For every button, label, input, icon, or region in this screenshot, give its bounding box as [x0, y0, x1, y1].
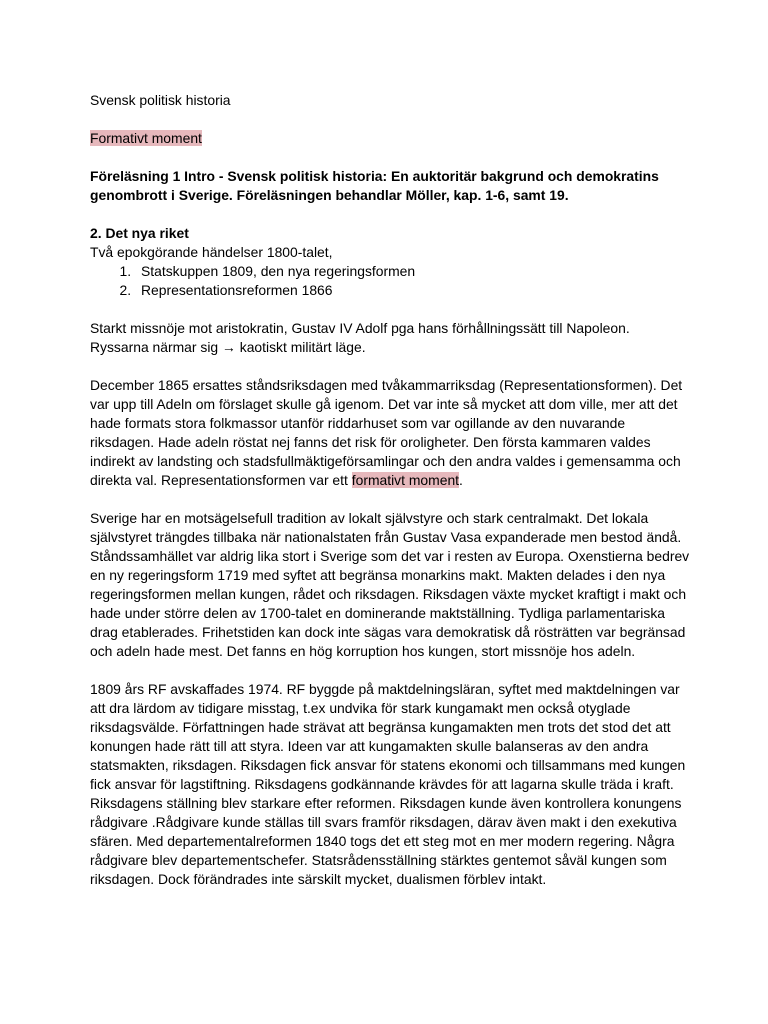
section-label-line: [90, 129, 690, 148]
paragraph-2-end: .: [459, 472, 463, 488]
spacer: [90, 490, 690, 509]
document-page: [90, 91, 690, 889]
lecture-heading: Föreläsning 1 Intro - Svensk politisk historia: En auktoritär bakgrund och demokratins genombrott i Sverige. Föreläsningen behandlar Möller, kap. 1-6, samt 19.: [90, 168, 659, 203]
document-title: Svensk politisk historia: [90, 92, 231, 108]
highlighted-phrase: formativt moment: [351, 472, 460, 488]
highlighted-section-label: Formativt moment: [90, 130, 202, 146]
event-list: [90, 262, 690, 300]
section-heading: 2. Det nya riket: [90, 225, 189, 241]
paragraph-4: 1809 års RF avskaffades 1974. RF byggde på maktdelningsläran, syftet med maktdelningen var att dra lärdom av tidigare misstag, t.ex undvika för stark kungamakt men också otyglade riksdagsvälde. Författningen hade strävat att begränsa kungamakten men trots det stod det att konungen hade rätt till att styra. Ideen var att kungamakten skulle balanseras av den andra statsmakten, riksdagen. Riksdagen fick ansvar för statens ekonomi och tillsammans med kungen fick ansvar för lagstiftning. Riksdagens godkännande krävdes för att lagarna skulle träda i kraft. Riksdagens ställning blev starkare efter reformen. Riksdagen kunde även kontrollera konungens rådgivare .Rådgivare kunde ställas till svars framför riksdagen, därav även makt i den exekutiva sfären. Med departementalreformen 1840 togs det ett steg mot en mer modern regering. Några rådgivare blev departementschefer. Statsrådensställning stärktes gentemot såväl kungen som riksdagen. Dock förändrades inte särskilt mycket, dualismen förblev intakt.: [90, 681, 686, 887]
spacer: [90, 205, 690, 224]
spacer: [90, 357, 690, 376]
list-item: 1. Statskuppen 1809, den nya regeringsformen: [135, 262, 690, 281]
spacer: [90, 148, 690, 167]
spacer: [90, 110, 690, 129]
paragraph-3: Sverige har en motsägelsefull tradition av lokalt självstyre och stark centralmakt. Det lokala självstyret trängdes tillbaka när nationalstaten från Gustav Vasa expanderade men bestod ändå. Ståndssamhället var aldrig lika stort i Sverige som det var i resten av Europa. Oxenstierna bedrev en ny regeringsform 1719 med syftet att begränsa monarkins makt. Makten delades i den nya regeringsformen mellan kungen, rådet och riksdagen. Riksdagen växte mycket kraftigt i makt och hade under större delen av 1700-talet en dominerande maktställning. Tydliga parlamentariska drag etablerades. Frihetstiden kan dock inte sägas vara demokratisk då rösträtten var begränsad och adeln hade mest. Det fanns en hög korruption hos kungen, stort missnöje hos adeln.: [90, 510, 690, 659]
paragraph-2: [90, 376, 690, 490]
section-intro: Två epokgörande händelser 1800-talet,: [90, 244, 333, 260]
paragraph-1: Starkt missnöje mot aristokratin, Gustav IV Adolf pga hans förhållningssätt till Napoleon. Ryssarna närmar sig → kaotiskt militärt läge.: [90, 320, 630, 355]
spacer: [90, 300, 690, 319]
paragraph-2-text: December 1865 ersattes ståndsriksdagen med tvåkammarriksdag (Representationsformen). Det var upp till Adeln om förslaget skulle gå igenom. Det var inte så mycket att dom ville, mer att det hade formats stora folkmassor utanför riddarhuset som var ogillande av den nuvarande riksdagen. Hade adeln röstat nej fanns det risk för oroligheter. Den första kammaren valdes indirekt av landsting och stadsfullmäktigeförsamlingar och den andra valdes i gemensamma och direkta val. Representationsformen var ett: [90, 377, 683, 488]
spacer: [90, 661, 690, 680]
list-item: 2. Representationsreformen 1866: [135, 281, 690, 300]
